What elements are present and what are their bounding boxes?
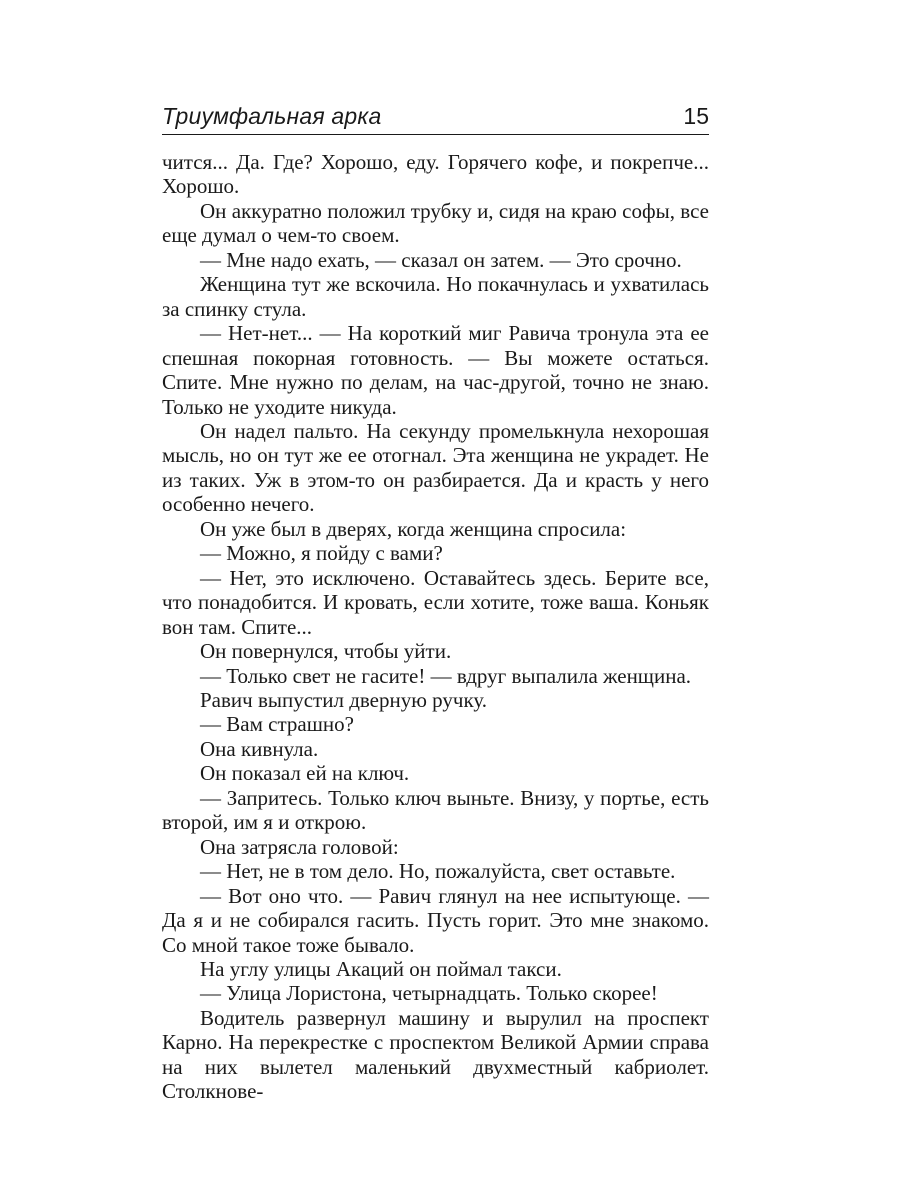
paragraph: — Только свет не гасите! — вдруг выпалила женщина. [200, 663, 692, 688]
paragraph: Равич выпустил дверную ручку. [200, 687, 488, 712]
paragraph: — Вот оно что. — Равич глянул на нее испытующе. — Да я и не собирался гасить. Пусть горит. Это мне знакомо. Со мной такое тоже бывало. [162, 883, 709, 957]
paragraph: Женщина тут же вскочила. Но покачнулась и ухватилась за спинку стула. [162, 272, 709, 321]
running-title: Триумфальная арка [162, 103, 382, 129]
paragraph: — Нет, это исключено. Оставайтесь здесь. Берите все, что понадобится. И кровать, если хотите, тоже ваша. Коньяк вон там. Спите... [162, 565, 709, 639]
paragraph: — Мне надо ехать, — сказал он затем. — Это срочно. [200, 247, 682, 272]
paragraph: На углу улицы Акаций он поймал такси. [200, 956, 562, 981]
paragraph: чится... Да. Где? Хорошо, еду. Горячего кофе, и покрепче... Хорошо. [162, 150, 709, 199]
paragraph: Он аккуратно положил трубку и, сидя на краю софы, все еще думал о чем-то своем. [162, 198, 709, 248]
paragraph: — Вам страшно? [200, 712, 354, 737]
paragraph: — Нет-нет... — На короткий миг Равича тронула эта ее спешная покорная готовность. — Вы можете остаться. Спите. Мне нужно по делам, на час-другой, точно не знаю. Только не уходите никуда. [162, 321, 709, 419]
paragraph: — Запритесь. Только ключ выньте. Внизу, у портье, есть второй, им я и открою. [162, 785, 709, 835]
paragraph: — Улица Лористона, четырнадцать. Только скорее! [200, 981, 658, 1006]
paragraph: Она затрясла головой: [200, 834, 399, 859]
page-header [162, 100, 709, 135]
body-text [162, 150, 709, 1104]
page-number: 15 [683, 103, 709, 129]
paragraph: Он повернулся, чтобы уйти. [200, 639, 452, 664]
paragraph: Он уже был в дверях, когда женщина спросила: [200, 516, 627, 541]
paragraph: Она кивнула. [200, 736, 319, 761]
paragraph: Он показал ей на ключ. [200, 761, 410, 786]
paragraph: Он надел пальто. На секунду промелькнула нехорошая мысль, но он тут же ее отогнал. Эта женщина не украдет. Не из таких. Уж в этом-то он разбирается. Да и красть у него особенно нечего. [162, 418, 709, 517]
paragraph: Водитель развернул машину и вырулил на проспект Карно. На перекрестке с проспектом Великой Армии справа на них вылетел маленький двухместный кабриолет. Столкнове- [162, 1005, 709, 1104]
paragraph: — Нет, не в том дело. Но, пожалуйста, свет оставьте. [200, 859, 676, 884]
paragraph: — Можно, я пойду с вами? [200, 541, 443, 566]
